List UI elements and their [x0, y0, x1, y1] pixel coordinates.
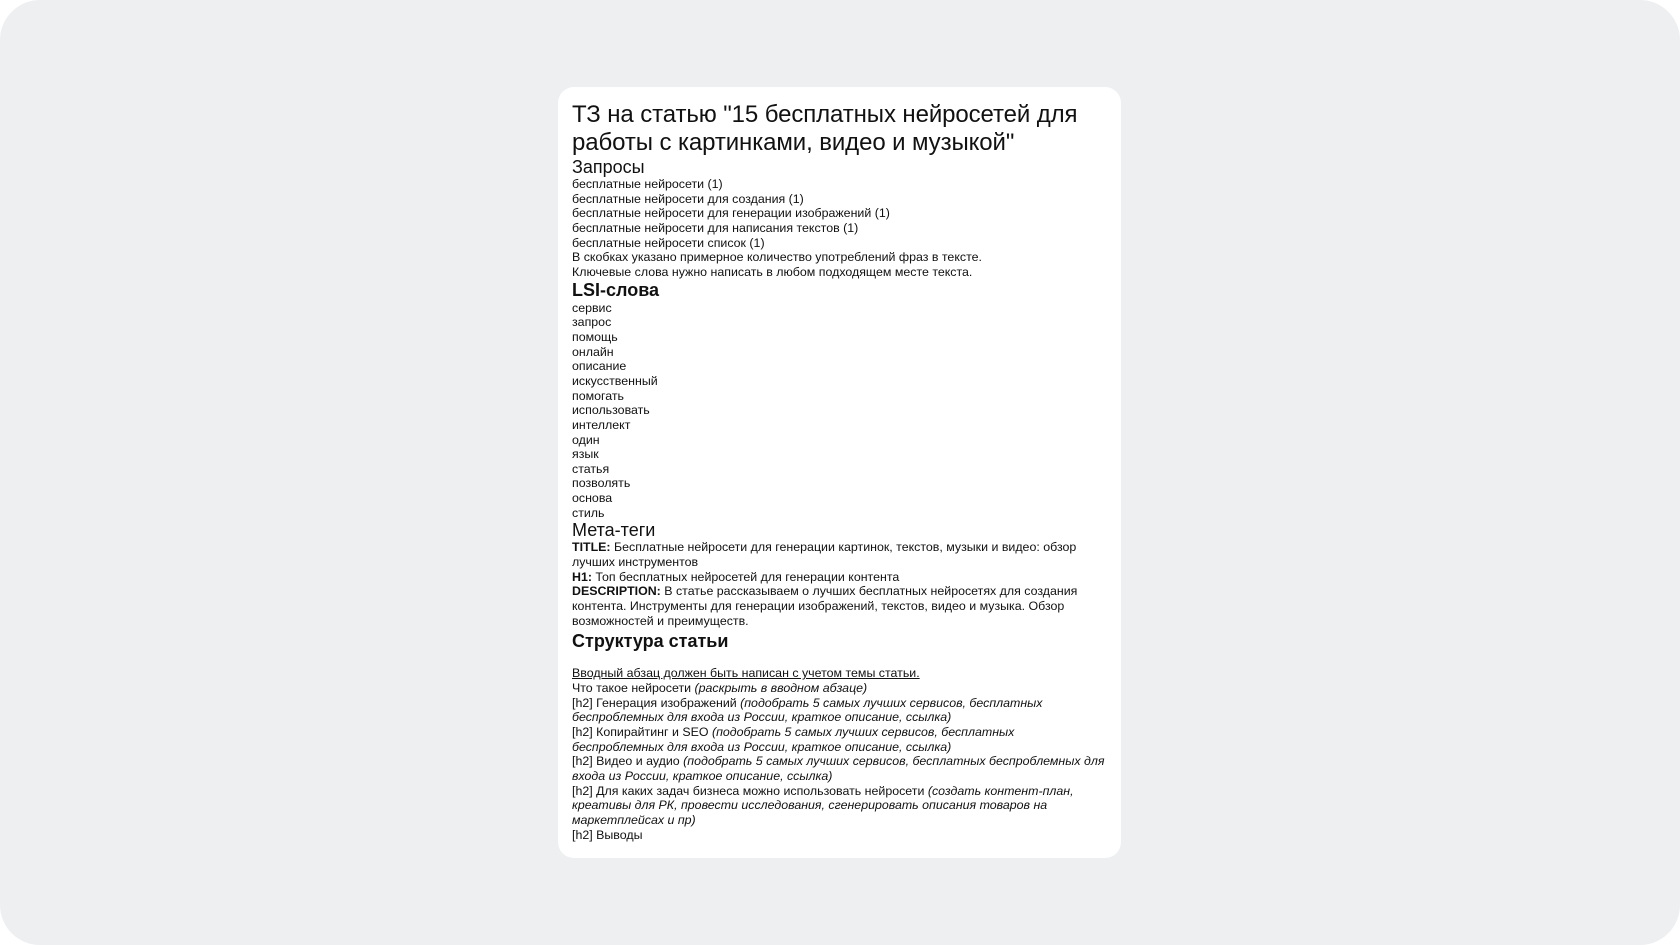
- structure-item-text: [h2] Видео и аудио: [572, 754, 684, 769]
- lsi-item: описание: [572, 359, 627, 374]
- spacer: [572, 652, 1108, 666]
- structure-item-note: (подобрать 5 самых лучших сервисов, бесплатных беспроблемных для входа из России, краткое описание, ссылка): [572, 754, 1105, 783]
- queries-list: [572, 177, 1108, 280]
- structure-item-text: [h2] Выводы: [572, 827, 643, 842]
- lsi-item: язык: [572, 447, 599, 462]
- structure-item-note: (подобрать 5 самых лучших сервисов, бесплатных беспроблемных для входа из России, краткое описание, ссылка): [572, 725, 1015, 754]
- meta-h1-value: Топ бесплатных нейросетей для генерации контента: [591, 569, 900, 584]
- structure-item: [572, 754, 1108, 783]
- structure-item: [572, 784, 1108, 828]
- meta-description: [572, 584, 1108, 628]
- structure-item-text: Что такое нейросети: [572, 681, 695, 696]
- lsi-item: позволять: [572, 476, 631, 491]
- structure-item-text: [h2] Генерация изображений: [572, 695, 741, 710]
- lsi-item: помощь: [572, 329, 618, 344]
- structure-item: [572, 681, 1108, 696]
- structure-item: [572, 828, 1108, 843]
- queries-note: В скобках указано примерное количество употреблений фраз в тексте.: [572, 250, 982, 265]
- meta-title-value: Бесплатные нейросети для генерации картинок, текстов, музыки и видео: обзор лучших инструментов: [572, 540, 1077, 570]
- document-card: [558, 87, 1121, 858]
- lsi-item: использовать: [572, 403, 650, 418]
- structure-item: [572, 725, 1108, 754]
- query-item: бесплатные нейросети для генерации изображений (1): [572, 206, 890, 221]
- structure-heading: Структура статьи: [572, 631, 729, 652]
- lsi-item: искусственный: [572, 373, 658, 388]
- structure-item: [572, 696, 1108, 725]
- query-item: бесплатные нейросети для создания (1): [572, 191, 804, 206]
- lsi-list: [572, 301, 1108, 521]
- meta-title: [572, 540, 1108, 569]
- lsi-item: стиль: [572, 505, 605, 520]
- lsi-item: статья: [572, 461, 610, 476]
- lsi-item: сервис: [572, 300, 612, 315]
- structure-item-note: (создать контент-план, креативы для РК, провести исследования, сгенерировать описания товаров на маркетплейсах и пр): [572, 783, 1074, 827]
- structure-item-note: (раскрыть в вводном абзаце): [694, 681, 868, 696]
- meta-h1: [572, 570, 1108, 585]
- lsi-heading: LSI-слова: [572, 279, 660, 300]
- lsi-item: один: [572, 432, 600, 447]
- lsi-item: основа: [572, 491, 613, 506]
- query-item: бесплатные нейросети список (1): [572, 235, 765, 250]
- structure-item-text: [h2] Копирайтинг и SEO: [572, 725, 712, 739]
- queries-heading: Запросы: [572, 157, 645, 177]
- structure-intro-note: Вводный абзац должен быть написан с учетом темы статьи.: [572, 666, 920, 681]
- document-title: ТЗ на статью "15 бесплатных нейросетей для работы с картинками, видео и музыкой": [572, 101, 1078, 156]
- meta-h1-label: H1:: [572, 569, 592, 584]
- queries-note: Ключевые слова нужно написать в любом подходящем месте текста.: [572, 264, 973, 279]
- lsi-item: запрос: [572, 315, 612, 330]
- lsi-item: интеллект: [572, 417, 631, 432]
- query-item: бесплатные нейросети для написания текстов (1): [572, 220, 859, 235]
- meta-title-label: TITLE:: [572, 540, 611, 555]
- lsi-item: помогать: [572, 388, 625, 403]
- structure-item-note: (подобрать 5 самых лучших сервисов, бесплатных беспроблемных для входа из России, краткое описание, ссылка): [572, 695, 1043, 725]
- meta-heading: Мета-теги: [572, 520, 656, 541]
- structure-item-text: [h2] Для каких задач бизнеса можно использовать нейросети: [572, 783, 928, 798]
- meta-description-value: В статье рассказываем о лучших бесплатных нейросетях для создания контента. Инструменты для генерации изображений, текстов, видео и музыка. Обзор возможностей и преимуществ.: [572, 584, 1078, 628]
- query-item: бесплатные нейросети (1): [572, 177, 723, 191]
- meta-description-label: DESCRIPTION:: [572, 584, 661, 599]
- lsi-item: онлайн: [572, 344, 614, 359]
